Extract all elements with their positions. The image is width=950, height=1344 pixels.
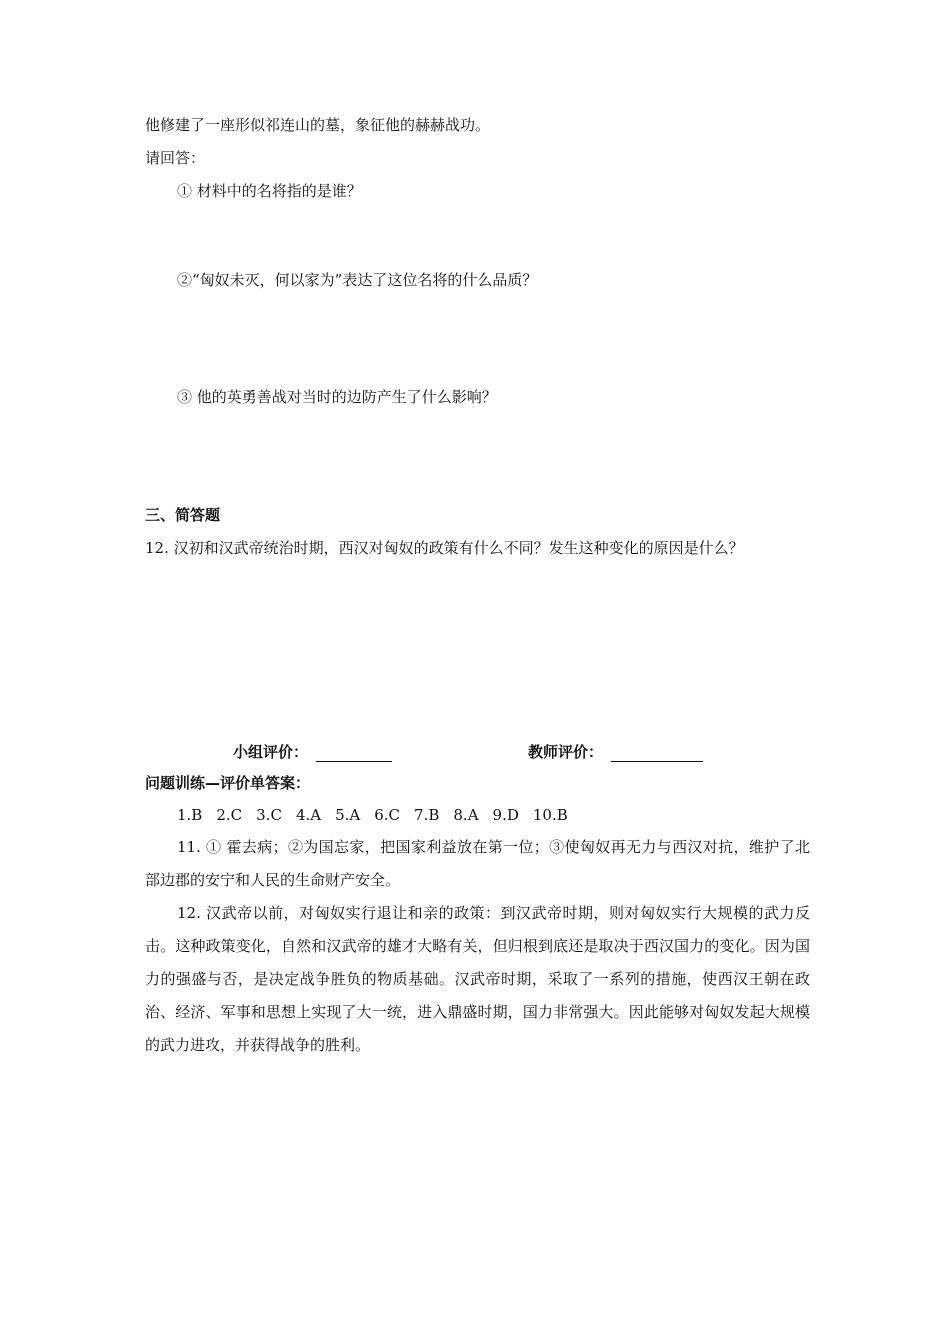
- teacher-evaluation-blank[interactable]: [611, 745, 703, 762]
- answer-12: 12. 汉武帝以前，对匈奴实行退让和亲的政策：到汉武帝时期，则对匈奴实行大规模的武力反击。这种政策变化，自然和汉武帝的雄才大略有关，但归根到底还是取决于西汉国力的变化。因为国力的强盛与否，是决定战争胜负的物质基础。汉武帝时期，采取了一系列的措施，使西汉王朝在政治、经济、军事和思想上实现了大一统，进入鼎盛时期，国力非常强大。因此能够对匈奴发起大规模的武力进攻，并获得战争的胜利。: [145, 904, 810, 1054]
- question-2: ②“匈奴未灭，何以家为”表达了这位名将的什么品质？: [177, 271, 538, 289]
- answers-title: 问题训练—评价单答案：: [145, 774, 311, 792]
- group-evaluation-blank[interactable]: [316, 745, 392, 762]
- group-evaluation-label: 小组评价：: [233, 743, 309, 761]
- section-title: 三、简答题: [145, 506, 221, 524]
- teacher-evaluation-label: 教师评价：: [528, 743, 604, 761]
- question-12: 12. 汉初和汉武帝统治时期，西汉对匈奴的政策有什么不同？发生这种变化的原因是什么？: [145, 539, 744, 557]
- question-1: ① 材料中的名将指的是谁？: [177, 182, 362, 200]
- question-3: ③ 他的英勇善战对当时的边防产生了什么影响？: [177, 388, 497, 406]
- mc-answer: 10.B: [532, 806, 568, 824]
- answer-11: 11. ① 霍去病；②为国忘家，把国家利益放在第一位；③使匈奴再无力与西汉对抗，维护了北部边郡的安宁和人民的生命财产安全。: [145, 838, 810, 889]
- mc-answer: 9.D: [492, 806, 519, 824]
- mc-answer: 3.C: [256, 806, 282, 824]
- mc-answer: 2.C: [216, 806, 243, 824]
- mc-answer: 6.C: [374, 806, 401, 824]
- mc-answer: 5.A: [335, 806, 361, 824]
- mc-answer: 7.B: [414, 806, 440, 824]
- mc-answer: 4.A: [295, 806, 322, 824]
- mc-answers: [177, 805, 582, 825]
- prompt-text: 请回答：: [145, 149, 206, 167]
- mc-answer: 8.A: [453, 806, 479, 824]
- mc-answer: 1.B: [177, 806, 203, 824]
- group-evaluation: [233, 742, 392, 762]
- material-tail-text: 他修建了一座形似祁连山的墓，象征他的赫赫战功。: [145, 116, 491, 134]
- teacher-evaluation: [528, 742, 703, 762]
